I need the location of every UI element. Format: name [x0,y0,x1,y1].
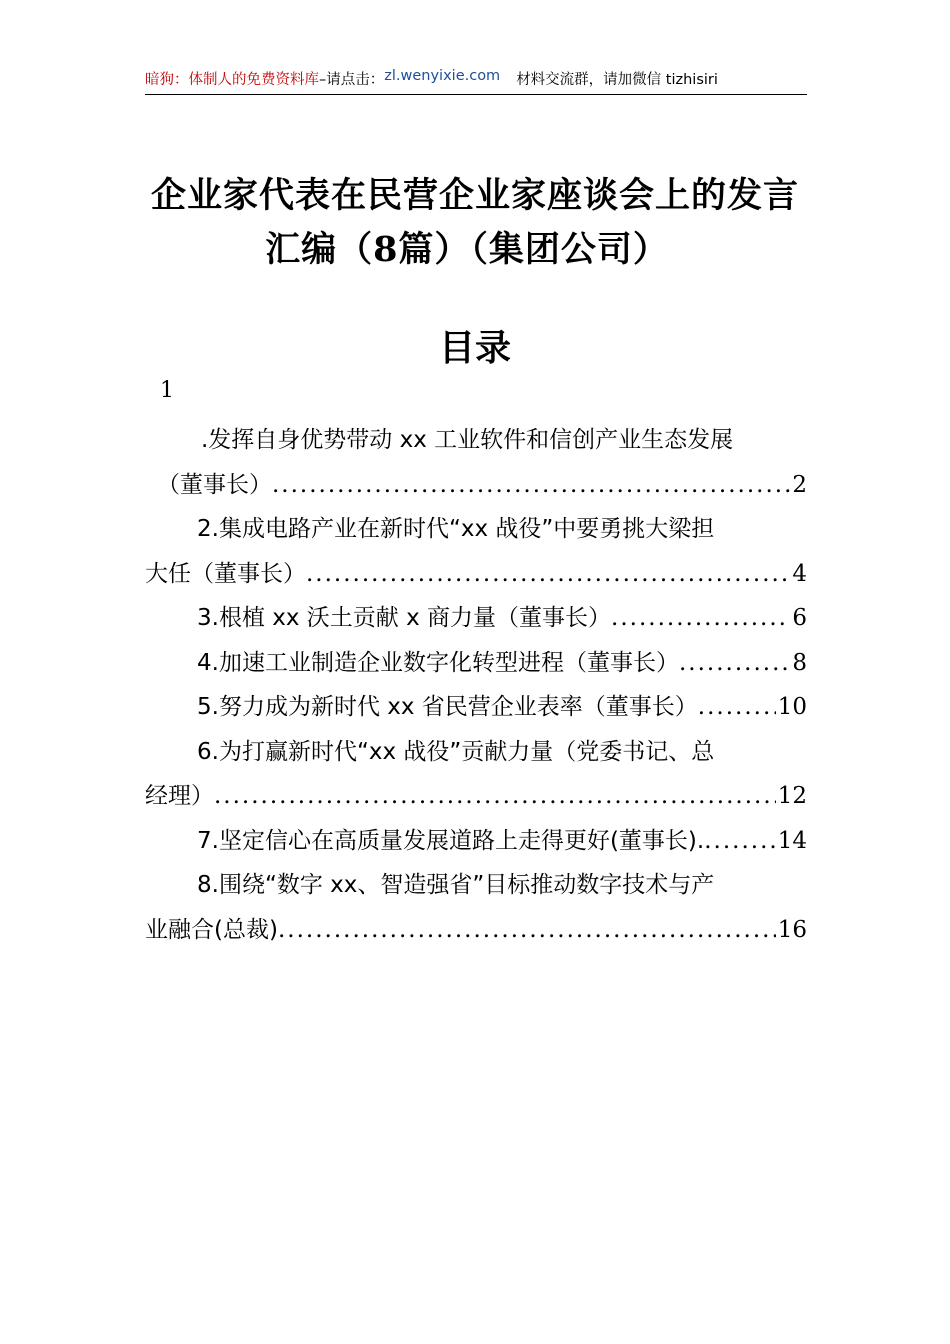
toc-entry-2[interactable] [145,507,807,596]
toc-stray-number: 1 [160,378,174,403]
header-click-prefix: –请点击： [319,72,385,88]
toc-entry-5-leader [698,685,776,730]
toc-entry-3-leader [611,596,790,641]
header-group-note: 材料交流群，请加微信 tizhisiri [516,72,718,88]
toc-entry-1-title: .发挥自身优势带动 xx 工业软件和信创产业生态发展 [201,427,734,453]
toc-entry-4-leader [679,641,790,686]
header-brand: 暗狗：体制人的免费资料库 [145,72,319,88]
toc-entry-3-title: 3.根植 xx 沃土贡献 x 商力量（董事长） [197,605,612,631]
toc-entry-8-title-cont: 业融合(总裁) [145,916,278,943]
toc-entry-7-leader [704,819,776,864]
toc-entry-1-title-cont: （董事长） [157,471,272,498]
toc-entry-3[interactable] [145,596,807,641]
toc-entry-8-page: 16 [777,916,807,943]
header-site-link[interactable]: zl.wenyixie.com [384,68,501,84]
toc-entry-5-title: 5.努力成为新时代 xx 省民营企业表率（董事长） [197,694,698,720]
toc-entry-2-title-cont: 大任（董事长） [145,560,306,587]
toc-entry-6[interactable] [145,730,807,819]
toc-entry-8[interactable] [145,863,807,952]
toc-entry-7-page: 14 [777,827,807,854]
toc-entry-1-page: 2 [792,471,807,498]
toc-entry-7-title: 7.坚定信心在高质量发展道路上走得更好(董事长). [197,827,705,854]
toc-entry-2-page: 4 [792,560,807,587]
toc-entry-2-title: 2.集成电路产业在新时代“xx 战役”中要勇挑大梁担 [197,516,715,542]
toc-entry-2-leader [306,552,790,597]
document-title-line-1: 企业家代表在民营企业家座谈会上的发言 [150,175,799,216]
toc-entry-6-title: 6.为打赢新时代“xx 战役”贡献力量（党委书记、总 [197,738,715,765]
toc-entry-5-page: 10 [777,694,807,720]
toc-entry-4-title: 4.加速工业制造企业数字化转型进程（董事长） [197,649,679,676]
toc-entry-5[interactable] [145,685,807,730]
toc-entry-4[interactable] [145,641,807,686]
document-title-line-2: 汇编（8篇）（集团公司） [265,229,669,270]
toc-entry-8-title: 8.围绕“数字 xx、智造强省”目标推动数字技术与产 [197,872,715,898]
toc-entry-8-leader [278,908,776,953]
toc-entry-4-page: 8 [792,649,807,676]
table-of-contents [145,418,807,952]
toc-entry-7[interactable] [145,819,807,864]
toc-entry-1-leader [272,463,790,508]
toc-heading: 目录 [438,327,511,369]
toc-entry-1[interactable] [145,418,807,507]
toc-entry-6-title-cont: 经理） [145,783,214,809]
toc-entry-6-leader [214,774,776,819]
toc-entry-3-page: 6 [792,605,807,631]
toc-entry-6-page: 12 [777,783,807,809]
page-header [145,68,807,95]
